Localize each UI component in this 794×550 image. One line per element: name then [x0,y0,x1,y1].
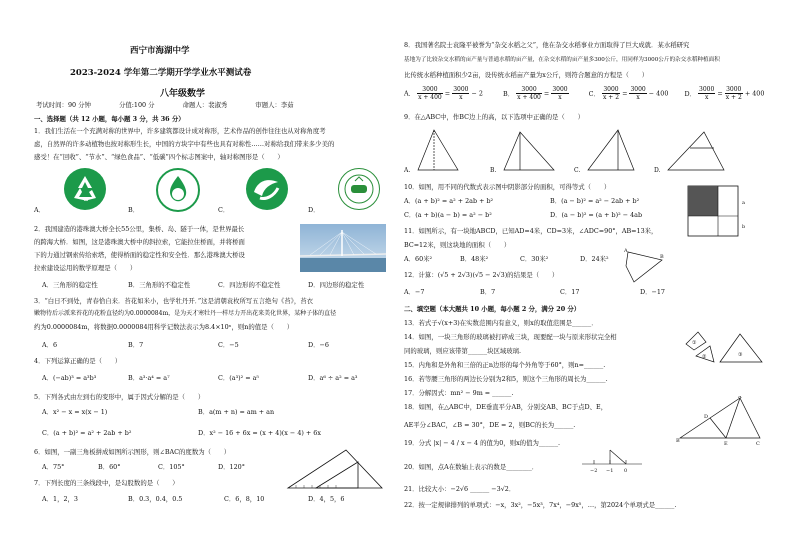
q5-option-b: B．a(m + n) = am + an [198,408,275,416]
svg-text:③: ③ [738,352,743,358]
svg-text:①: ① [692,340,697,346]
q3-line2: 嫩物待后示派来苔花的花粉直径约为0.0000084m，是为天才寒牡丹一样尽力开出花来美化世界，某种子体的直径 [34,310,337,317]
q15-stem: 15．内角和是外角和三倍的正n边形的每个外角等于60°，则n=______. [404,361,606,369]
q3-option-b: B．7 [128,341,144,349]
svg-text:A: A [624,248,628,254]
q7-option-a: A．1，2，3 [42,495,78,503]
q10-option-b: B．(a − b)² = a² − 2ab + b² [550,197,640,205]
q10-option-a: A．(a + b)² = a² + 2ab + b² [404,197,494,205]
q10-stem: 10．如图，用不同的代数式表示图中阴影部分的面积，可得等式（ ） [404,183,611,191]
exam-meta [36,100,320,109]
q11-option-d: D．24米² [580,255,609,263]
q18-line2: AE平分∠BAC，∠B = 30°，DE = 2，则BC的长为______. [404,421,576,429]
q4-option-d: D．a⁶ ÷ a² = a³ [308,374,358,382]
q5-stem: 5．下列各式由左到右的变形中，属于因式分解的是（ ） [34,393,205,401]
q12-option-b: B．7 [480,288,496,296]
svg-text:C.: C. [574,167,581,174]
q2-line3: 下的力通过钢索传给索塔，使得桥面的稳定性和安全性．那么港珠澳大桥设 [34,251,245,259]
q7-option-d: D．4，5，6 [308,495,345,503]
svg-text:a: a [742,200,745,206]
q14-broken-glass-figure [684,328,764,367]
q12-option-d: D．−17 [640,288,666,296]
q12-stem: 12．计算：(√5 + 2√3)(√5 − 2√3)的结果是（ ） [404,271,559,279]
q17-stem: 17．分解因式：mn² − 9m = ______. [404,389,514,397]
q1-line1: 1．我们生活在一个充满对称的世界中，许多建筑都设计成对称形，艺术作品的创作往往也从对称角度考 [34,127,326,135]
q13-stem: 13．若式子√(x+3)在实数范围内有意义，则x的取值范围是______． [404,319,598,327]
bridge-photo [300,224,386,272]
q18-line1: 18．如图，在△ABC中，DE垂直平分AB，分别交AB、BC于点D、E， [404,403,608,411]
svg-text:0: 0 [624,468,628,474]
q2-line1: 2．我国建造的港珠澳大桥全长55公里，集桥、岛、隧于一体，是世界最长 [34,225,245,233]
q14-line1: 14．如图，一块三角形的玻璃被打碎成三块，现要配一块与原来形状完全相 [404,333,617,341]
q4-option-a: A．(−ab)³ = a³b³ [42,374,97,382]
q11-line1: 11．如图所示，有一块地ABCD，已知AD=4米，CD=3米，∠ADC=90°，AB=13米， [404,227,658,235]
q3-option-d: D．−6 [308,341,329,349]
q20-number-line-figure [580,446,644,477]
q9-stem: 9．在△ABC中，作BC边上的高，以下选项中正确的是（ ） [404,113,584,121]
q16-stem: 16．若等腰三角形的两边长分别为2和5，则这个三角形的周长为______. [404,375,608,383]
q11-quadrilateral-figure [624,246,666,289]
q6-option-b: B．60° [98,463,121,471]
q7-option-c: C．6，8，10 [224,495,265,503]
q1-line3: 感受！在“回收”、“节水”、“绿色食品”、“低碳”四个标志图案中，轴对称图形是（ ） [34,153,284,161]
low-carbon-logo-icon [338,168,380,210]
q5-option-d: D．x² − 16 + 6x = (x + 4)(x − 4) + 6x [198,429,321,437]
q4-option-b: B．a³·a⁴ = a⁷ [128,374,170,382]
q9-figures [404,126,734,177]
q6-option-d: D．120° [218,463,245,471]
q10-square-figure [684,182,748,245]
q10-option-d: D．(a − b)² = (a + b)² − 4ab [550,211,643,219]
q2-option-c: C．四边形的不稳定性 [218,281,281,289]
svg-text:A: A [738,396,742,400]
svg-text:−2: −2 [590,468,598,474]
q3-option-c: C．−5 [218,341,239,349]
recycle-logo-icon [64,168,106,210]
green-food-logo-icon [246,168,288,210]
q6-stem: 6．如图，一副三角板拼成如图所示图形，则∠BAC的度数为（ ） [34,448,231,456]
svg-text:D: D [704,414,709,420]
q3-line3: 约为0.0000084m，将数据0.0000084用科学记数法表示为8.4×10ⁿ，则n的值是（ ） [34,323,294,331]
q2-line4: 拉索建设运用的数学原理是（ ） [34,264,137,272]
q8-line1: 8．我国著名院士袁隆平被誉为“杂交水稻之父”，他在杂交水稻事业方面取得了巨大成就．某水稻研究 [404,41,690,49]
svg-text:②: ② [702,354,707,360]
q11-option-c: C．30米² [520,255,549,263]
svg-text:−1: −1 [606,468,614,474]
q8-line2: 基地为了比较杂交水稻的亩产量与普通水稻的亩产量，在杂交水稻的亩产量多300公斤，用同样为3000公斤的杂交水稻种植面积 [404,57,720,63]
exam-time: 考试时间：90 分钟 [36,101,91,109]
q2-line2: 的跨海大桥．如图，这是港珠澳大桥中的斜拉索，它能拉住桥面，并将桥面 [34,238,245,246]
q7-option-b: B．0.3，0.4，0.5 [128,495,183,503]
exam-score: 分值:100 分 [118,101,155,109]
exam-reviewer: 审题人：李茹 [255,101,294,109]
q8-line3: 比传统水稻种植面积少2亩，设传统水稻亩产量为x公斤，则符合题意的方程是（ ） [404,71,649,79]
q20-stem: 20．如图，点A在数轴上表示的数是________． [404,463,539,471]
q11-option-b: B．48米² [460,255,489,263]
q12-option-a: A．−7 [404,288,425,296]
q1-option-d: D． [308,206,320,214]
svg-text:B: B [660,254,664,260]
svg-text:C: C [756,441,760,446]
svg-text:B: B [676,438,680,444]
q5-option-a: A．x² − x = x(x − 1) [42,408,108,416]
q19-stem: 19．分式 |x| − 4 / x − 4 的值为0，则x的值为______. [404,439,561,447]
q2-option-a: A．三角形的稳定性 [42,281,98,289]
q2-option-b: B．三角形的不稳定性 [128,281,191,289]
section-2-title: 二、填空题（本大题共 10 小题，每小题 2 分，满分 20 分） [404,305,581,313]
svg-text:B.: B. [490,167,497,174]
svg-text:D.: D. [654,167,661,174]
subject-title: 八年级数学 [160,89,206,99]
svg-text:b: b [742,224,746,230]
q6-option-c: C．105° [158,463,185,471]
q6-option-a: A．75° [42,463,65,471]
q10-option-c: C．(a + b)(a − b) = a² − b² [404,211,492,219]
set-square-figure [286,446,384,493]
q11-line2: BC=12米，则这块地的面积（ ） [404,241,511,249]
q8-options: A． $\frac{3000}{x + 400}$ = $\frac{3000}{x}$ − 2 B． $\frac{3000}{x + 400}$ = $\frac{3000}{x}$ C． $\frac{3000}{x + 2}$ = $\frac{3000}{x}$ − 400 D． $\frac{3000}{x}$ = $\frac{3000}{x + 2}$ + 400 [404,86,765,101]
q1-option-b: B． [128,206,140,214]
water-save-logo-icon [156,168,200,212]
q11-option-a: A．60米² [404,255,433,263]
svg-text:A.: A. [404,167,411,174]
q2-option-d: D．四边形的稳定性 [308,281,365,289]
q1-line2: 虑，自然界的许多动植物也按对称形生长，中国的方块字中有些也具有对称性……对称给我们带来多少美的 [34,140,335,148]
q7-stem: 7．下列长度的三条线段中，是勾股数的是（ ） [34,479,179,487]
exam-title: 2023-2024 学年第二学期开学学业水平测试卷 [70,68,252,78]
exam-author: 命题人：裴淑秀 [182,101,228,109]
q4-option-c: C．(a³)² = a⁵ [218,374,259,382]
svg-text:E: E [724,441,728,446]
q14-line2: 同的玻璃，则应该带第______块区域玻璃. [404,347,522,355]
q3-option-a: A．6 [42,341,58,349]
q4-stem: 4．下列运算正确的是（ ） [34,357,122,365]
q3-line1: 3．“白日不到处，青春恰自来．苔花如米小，也学牡丹开．”这是清朝袁枚所写五言绝句《苔》，苔衣 [34,297,313,305]
q12-option-c: C．17 [560,288,580,296]
school-name: 西宁市海湖中学 [130,46,190,56]
section-1-title: 一、选择题（共 12 小题，每小题 3 分，共 36 分） [34,115,185,123]
q22-stem: 22．按一定规律排列的单项式：−x，3x²，−5x³，7x⁴，−9x⁵，…，第2024个单项式是______. [404,501,677,509]
q5-option-c: C．(a + b)² = a² + 2ab + b² [42,429,132,437]
q21-stem: 21．比较大小：−2√6 ______ −3√2． [404,485,516,493]
q1-option-c: C． [218,206,230,214]
q1-option-a: A． [34,206,46,214]
q18-triangle-figure [676,396,762,449]
